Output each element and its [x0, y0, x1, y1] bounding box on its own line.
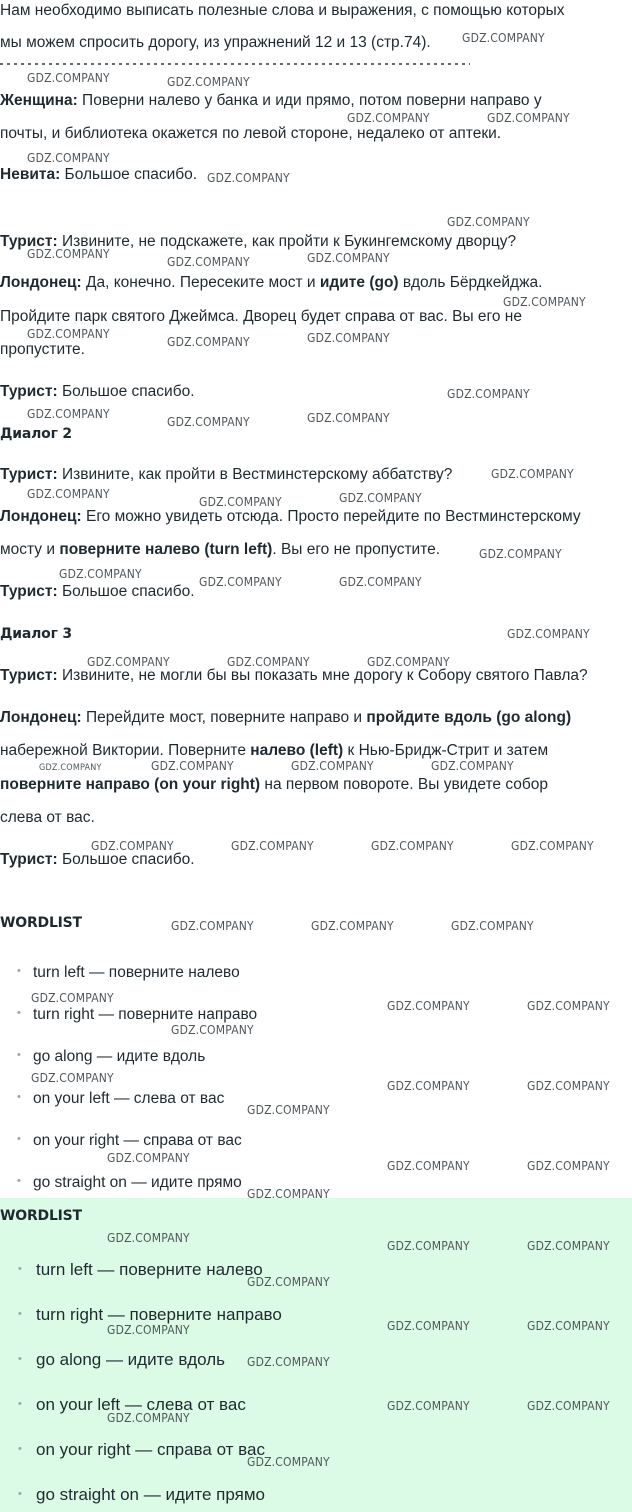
watermark: GDZ.COMPANY — [231, 839, 314, 853]
watermark: GDZ.COMPANY — [451, 919, 534, 933]
watermark: GDZ.COMPANY — [311, 919, 394, 933]
watermark: GDZ.COMPANY — [431, 759, 514, 773]
watermark: GDZ.COMPANY — [227, 655, 310, 669]
watermark: GDZ.COMPANY — [247, 1103, 330, 1117]
watermark: GDZ.COMPANY — [247, 1355, 330, 1369]
speaker-londoner: Лондонец: — [0, 508, 82, 525]
watermark: GDZ.COMPANY — [527, 1239, 610, 1253]
speaker-londoner: Лондонец: — [0, 709, 82, 726]
watermark: GDZ.COMPANY — [527, 1399, 610, 1413]
woman-line-1: Женщина: Поверни налево у банка и иди прямо, потом поверни направо у — [0, 92, 542, 109]
watermark: GDZ.COMPANY — [387, 1399, 470, 1413]
watermark: GDZ.COMPANY — [527, 1319, 610, 1333]
londoner-line-3: пропустите. — [0, 341, 85, 358]
intro-line-2: мы можем спросить дорогу, из упражнений 12 и 13 (стр.74). — [0, 34, 431, 51]
watermark: GDZ.COMPANY — [447, 215, 530, 229]
watermark: GDZ.COMPANY — [199, 575, 282, 589]
watermark: GDZ.COMPANY — [247, 1275, 330, 1289]
tourist-line-abbey: Турист: Извините, как пройти в Вестминстерскому аббатству? — [0, 466, 453, 483]
speaker-tourist: Турист: — [0, 466, 58, 483]
watermark: GDZ.COMPANY — [491, 467, 574, 481]
dialog-3-title: Диалог 3 — [0, 626, 72, 642]
watermark: GDZ.COMPANY — [479, 547, 562, 561]
watermark: GDZ.COMPANY — [487, 111, 570, 125]
speaker-woman: Женщина: — [0, 92, 78, 109]
speaker-tourist: Турист: — [0, 851, 58, 868]
watermark: GDZ.COMPANY — [447, 387, 530, 401]
londoner-line-abbey-1: Лондонец: Его можно увидеть отсюда. Просто перейдите по Вестминстерскому — [0, 508, 581, 525]
watermark: GDZ.COMPANY — [27, 151, 110, 165]
watermark: GDZ.COMPANY — [199, 495, 282, 509]
londoner-line-stpauls-4: слева от вас. — [0, 809, 95, 826]
watermark: GDZ.COMPANY — [247, 1187, 330, 1201]
watermark: GDZ.COMPANY — [167, 335, 250, 349]
watermark: GDZ.COMPANY — [167, 255, 250, 269]
watermark: GDZ.COMPANY — [527, 1079, 610, 1093]
watermark: GDZ.COMPANY — [307, 251, 390, 265]
watermark: GDZ.COMPANY — [171, 919, 254, 933]
tourist-thanks-2: Турист: Большое спасибо. — [0, 583, 195, 600]
watermark: GDZ.COMPANY — [387, 999, 470, 1013]
watermark: GDZ.COMPANY — [27, 327, 110, 341]
watermark: GDZ.COMPANY — [462, 31, 545, 45]
londoner-line-2: Пройдите парк святого Джеймса. Дворец будет справа от вас. Вы его не — [0, 308, 522, 325]
wordlist-2-title: WORDLIST — [0, 1208, 82, 1224]
speaker-tourist: Турист: — [0, 233, 58, 250]
watermark: GDZ.COMPANY — [87, 655, 170, 669]
cropped-text-fragment — [0, 62, 470, 65]
watermark: GDZ.COMPANY — [151, 759, 234, 773]
watermark: GDZ.COMPANY — [27, 407, 110, 421]
watermark: GDZ.COMPANY — [503, 295, 586, 309]
watermark: GDZ.COMPANY — [107, 1151, 190, 1165]
dialog-2-title: Диалог 2 — [0, 426, 72, 442]
watermark: GDZ.COMPANY — [367, 655, 450, 669]
watermark: GDZ.COMPANY — [527, 999, 610, 1013]
watermark: GDZ.COMPANY — [31, 1071, 114, 1085]
watermark: GDZ.COMPANY — [171, 1023, 254, 1037]
wordlist-1-title: WORDLIST — [0, 915, 82, 931]
watermark: GDZ.COMPANY — [511, 839, 594, 853]
watermark: GDZ.COMPANY — [31, 991, 114, 1005]
londoner-line-stpauls-2: набережной Виктории. Поверните налево (left) к Нью-Бридж-Стрит и затем — [0, 742, 549, 759]
watermark: GDZ.COMPANY — [27, 71, 110, 85]
watermark: GDZ.COMPANY — [39, 763, 102, 773]
londoner-line-1: Лондонец: Да, конечно. Пересеките мост и идите (go) вдоль Бёрдкейджа. — [0, 274, 543, 291]
watermark: GDZ.COMPANY — [387, 1319, 470, 1333]
watermark: GDZ.COMPANY — [307, 331, 390, 345]
watermark: GDZ.COMPANY — [507, 627, 590, 641]
watermark: GDZ.COMPANY — [387, 1239, 470, 1253]
speaker-tourist: Турист: — [0, 667, 58, 684]
speaker-londoner: Лондонец: — [0, 274, 82, 291]
watermark: GDZ.COMPANY — [27, 487, 110, 501]
watermark: GDZ.COMPANY — [107, 1323, 190, 1337]
speaker-tourist: Турист: — [0, 583, 58, 600]
tourist-thanks-3: Турист: Большое спасибо. — [0, 851, 195, 868]
londoner-line-stpauls-3: поверните направо (on your right) на первом повороте. Вы увидете собор — [0, 776, 549, 793]
watermark: GDZ.COMPANY — [527, 1159, 610, 1173]
tourist-thanks-1: Турист: Большое спасибо. — [0, 383, 195, 400]
watermark: GDZ.COMPANY — [371, 839, 454, 853]
londoner-line-abbey-2: мосту и поверните налево (turn left). Вы его не пропустите. — [0, 541, 441, 558]
watermark: GDZ.COMPANY — [347, 111, 430, 125]
tourist-line-buckingham: Турист: Извините, не подскажете, как пройти к Букингемскому дворцу? — [0, 233, 517, 250]
watermark: GDZ.COMPANY — [339, 575, 422, 589]
watermark: GDZ.COMPANY — [107, 1411, 190, 1425]
speaker-tourist: Турист: — [0, 383, 58, 400]
watermark: GDZ.COMPANY — [387, 1079, 470, 1093]
woman-line-2: почты, и библиотека окажется по левой стороне, недалеко от аптеки. — [0, 125, 502, 142]
watermark: GDZ.COMPANY — [291, 759, 374, 773]
tourist-line-stpauls: Турист: Извините, не могли бы вы показать мне дорогу к Собору святого Павла? — [0, 667, 588, 684]
watermark: GDZ.COMPANY — [387, 1159, 470, 1173]
watermark: GDZ.COMPANY — [167, 75, 250, 89]
watermark: GDZ.COMPANY — [91, 839, 174, 853]
intro-line-1: Нам необходимо выписать полезные слова и выражения, с помощью которых — [0, 2, 565, 19]
speaker-nevita: Невита: — [0, 166, 61, 183]
nevita-line: Невита: Большое спасибо. — [0, 166, 198, 183]
watermark: GDZ.COMPANY — [207, 171, 290, 185]
watermark: GDZ.COMPANY — [27, 247, 110, 261]
londoner-line-stpauls-1: Лондонец: Перейдите мост, поверните направо и пройдите вдоль (go along) — [0, 709, 572, 726]
watermark: GDZ.COMPANY — [307, 411, 390, 425]
watermark: GDZ.COMPANY — [247, 1455, 330, 1469]
watermark: GDZ.COMPANY — [107, 1231, 190, 1245]
watermark: GDZ.COMPANY — [339, 491, 422, 505]
watermark: GDZ.COMPANY — [59, 567, 142, 581]
watermark: GDZ.COMPANY — [167, 415, 250, 429]
